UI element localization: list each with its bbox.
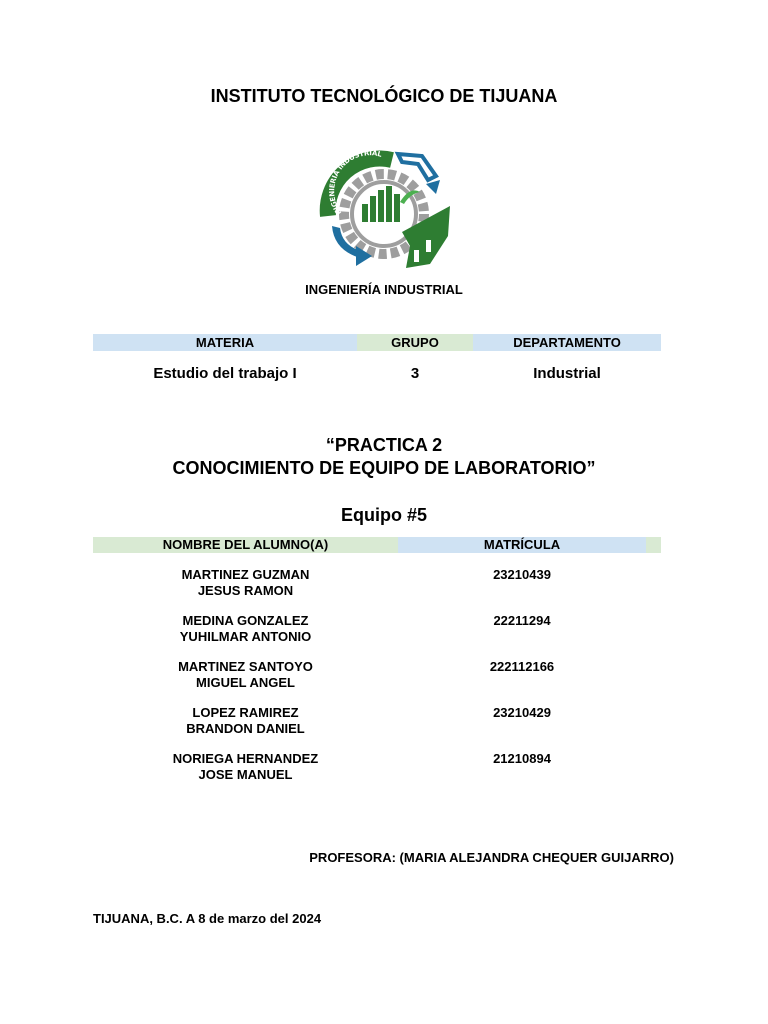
career-name: INGENIERÍA INDUSTRIAL <box>305 282 463 297</box>
student-id: 222112166 <box>489 659 555 674</box>
student-name: LOPEZ RAMIREZ BRANDON DANIEL <box>186 705 305 736</box>
student-name: MEDINA GONZALEZ YUHILMAR ANTONIO <box>179 613 312 644</box>
header-departamento: DEPARTAMENTO <box>473 334 661 351</box>
header-materia: MATERIA <box>93 334 357 351</box>
bar-chart-icon <box>362 186 420 222</box>
team-label: Equipo #5 <box>340 505 427 525</box>
header-filler <box>646 537 661 553</box>
practice-title-line2: CONOCIMIENTO DE EQUIPO DE LABORATORIO” <box>172 458 596 478</box>
student-id: 23210429 <box>493 705 551 720</box>
table-row <box>93 705 661 745</box>
professor-line: PROFESORA: (MARIA ALEJANDRA CHEQUER GUIJARRO) <box>309 850 674 865</box>
table-row <box>93 613 661 653</box>
course-materia: Estudio del trabajo I <box>153 365 297 382</box>
table-row <box>93 659 661 699</box>
course-table-row <box>93 365 661 383</box>
course-departamento: Industrial <box>533 365 601 382</box>
table-row <box>93 751 661 791</box>
course-table-header <box>93 334 661 351</box>
student-id: 21210894 <box>493 751 551 766</box>
course-grupo: 3 <box>410 365 420 382</box>
students-table-header <box>93 537 661 553</box>
student-name: MARTINEZ SANTOYO MIGUEL ANGEL <box>178 659 313 690</box>
place-date: TIJUANA, B.C. A 8 de marzo del 2024 <box>93 911 322 926</box>
student-name: NORIEGA HERNANDEZ JOSE MANUEL <box>172 751 319 782</box>
svg-text:INGENIERIA INDUSTRIAL: INGENIERIA INDUSTRIAL <box>328 149 383 217</box>
student-id: 23210439 <box>493 567 551 582</box>
student-id: 22211294 <box>493 613 551 628</box>
practice-title-line1: “PRACTICA 2 <box>325 435 443 455</box>
engineering-logo <box>310 146 458 272</box>
table-row <box>93 567 661 607</box>
header-matricula: MATRÍCULA <box>398 537 646 553</box>
student-name: MARTINEZ GUZMAN JESUS RAMON <box>181 567 310 598</box>
header-grupo: GRUPO <box>357 334 473 351</box>
header-nombre: NOMBRE DEL ALUMNO(A) <box>93 537 398 553</box>
institute-title: INSTITUTO TECNOLÓGICO DE TIJUANA <box>210 86 558 106</box>
